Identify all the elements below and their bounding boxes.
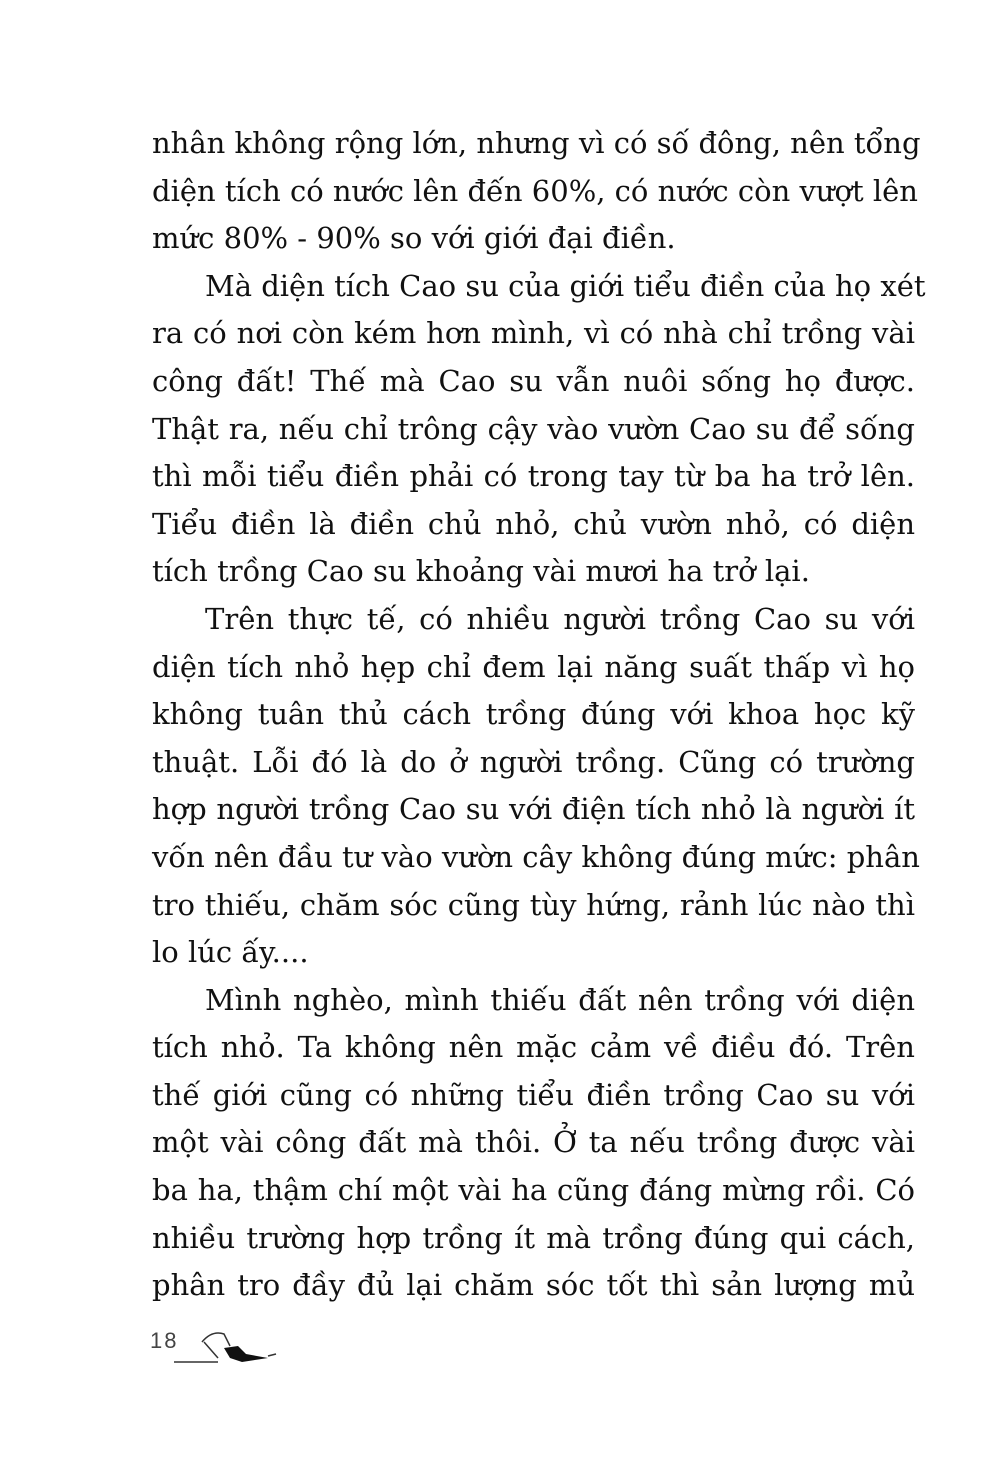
pen-nib-ornament-icon: [172, 1328, 282, 1364]
text-line: thế giới cũng có những tiểu điền trồng Cao su với: [152, 1077, 915, 1112]
page-text: [152, 120, 926, 1310]
text-line: lo lúc ấy....: [152, 935, 309, 970]
text-line: Mình nghèo, mình thiếu đất nên trồng với diện: [205, 982, 915, 1017]
text-line: thuật. Lỗi đó là do ở người trồng. Cũng có trường: [152, 744, 915, 779]
text-line: phân tro đầy đủ lại chăm sóc tốt thì sản lượng mủ: [152, 1268, 915, 1303]
text-line: tích nhỏ. Ta không nên mặc cảm về điều đó. Trên: [152, 1030, 915, 1065]
page-number: 18: [150, 1328, 179, 1353]
text-line: một vài công đất mà thôi. Ở ta nếu trồng được vài: [152, 1125, 915, 1160]
text-line: ra có nơi còn kém hơn mình, vì có nhà chỉ trồng vài: [152, 316, 915, 351]
text-line: Mà diện tích Cao su của giới tiểu điền của họ xét: [205, 268, 926, 303]
text-line: diện tích có nước lên đến 60%, có nước còn vượt lên: [152, 173, 918, 208]
text-line: nhân không rộng lớn, nhưng vì có số đông, nên tổng: [152, 126, 921, 160]
text-line: tích trồng Cao su khoảng vài mươi ha trở lại.: [152, 554, 810, 589]
text-line: vốn nên đầu tư vào vườn cây không đúng mức: phân: [152, 839, 920, 874]
page-footer: [150, 1328, 290, 1368]
text-line: không tuân thủ cách trồng đúng với khoa học kỹ: [152, 697, 915, 732]
text-line: tro thiếu, chăm sóc cũng tùy hứng, rảnh lúc nào thì: [152, 887, 915, 922]
text-line: công đất! Thế mà Cao su vẫn nuôi sống họ được.: [152, 363, 915, 398]
text-line: Trên thực tế, có nhiều người trồng Cao su với: [205, 601, 915, 636]
text-line: diện tích nhỏ hẹp chỉ đem lại năng suất thấp vì họ: [152, 649, 915, 684]
text-line: mức 80% - 90% so với giới đại điền.: [152, 221, 676, 256]
text-line: Tiểu điền là điền chủ nhỏ, chủ vườn nhỏ, có diện: [152, 506, 915, 541]
text-line: hợp người trồng Cao su với điện tích nhỏ là người ít: [152, 792, 915, 827]
text-line: ba ha, thậm chí một vài ha cũng đáng mừng rồi. Có: [152, 1173, 915, 1208]
text-line: thì mỗi tiểu điền phải có trong tay từ ba ha trở lên.: [152, 459, 915, 494]
text-line: Thật ra, nếu chỉ trông cậy vào vườn Cao su để sống: [152, 411, 915, 446]
text-line: nhiều trường hợp trồng ít mà trồng đúng qui cách,: [152, 1220, 915, 1255]
